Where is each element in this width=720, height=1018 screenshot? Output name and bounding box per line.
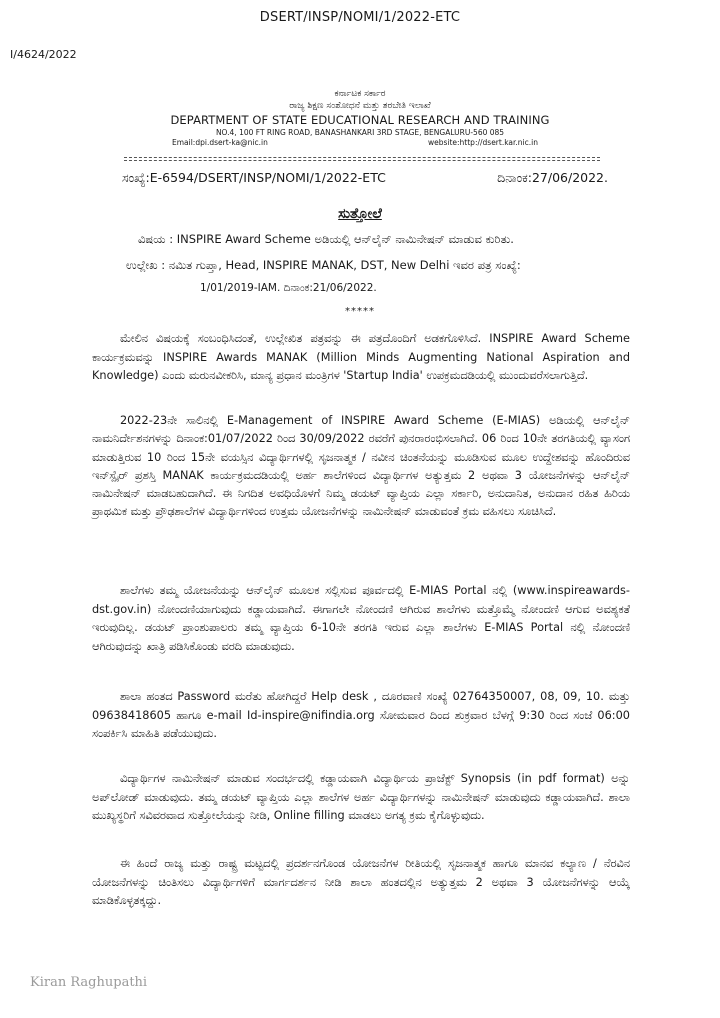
letterhead-email: Email:dpi.dsert-ka@nic.in [172,138,268,147]
paragraph-helpdesk: ಶಾಲಾ ಹಂತದ Password ಮರೆತು ಹೋಗಿದ್ದರೆ Help desk , ದೂರವಾಣಿ ಸಂಖ್ಯೆ 02764350007, 08, 09, 10. ಮತ್ತು 09638418605 ಹಾಗೂ e-mail Id-inspire@nifindia.org ಸೋಮವಾರ ದಿಂದ ಶುಕ್ರವಾರ ಬೆಳಗ್ಗೆ 9:30 ರಿಂದ ಸಂಜೆ 06:00 ಸಂಪರ್ಕಿಸಿ ಮಾಹಿತಿ ಪಡೆಯುವುದು. [92,690,630,740]
paragraph-project-guidance: ಈ ಹಿಂದೆ ರಾಜ್ಯ ಮತ್ತು ರಾಷ್ಟ್ರ ಮಟ್ಟದಲ್ಲಿ ಪ್ರದರ್ಶನಗೊಂಡ ಯೋಜನೆಗಳ ರೀತಿಯಲ್ಲಿ ಸೃಜನಾತ್ಮಕ ಹಾಗೂ ಮಾನವ ಕಲ್ಯಾಣ / ನೆರವಿನ ಯೋಜನೆಗಳನ್ನು ಚಿಂತಿಸಲು ವಿದ್ಯಾರ್ಥಿಗಳಿಗೆ ಮಾರ್ಗದರ್ಶನ ನೀಡಿ ಶಾಲಾ ಹಂತದಲ್ಲಿನ ಅತ್ಯುತ್ತಮ 2 ಅಥವಾ 3 ಯೋಜನೆಗಳನ್ನು ಆಯ್ಕೆ ಮಾಡಿಕೊಳ್ಳತಕ್ಕದ್ದು. [92,857,630,907]
paragraph-synopsis-upload: ವಿದ್ಯಾರ್ಥಿಗಳ ನಾಮಿನೇಷನ್ ಮಾಡುವ ಸಂದರ್ಭದಲ್ಲಿ ಕಡ್ಡಾಯವಾಗಿ ವಿದ್ಯಾರ್ಥಿಯ ಪ್ರಾಜೆಕ್ಟ್ Synopsis (in pdf format) ಅನ್ನು ಅಪ್‌ಲೋಡ್ ಮಾಡುವುದು. ತಮ್ಮ ಡಯಟ್ ವ್ಯಾಪ್ತಿಯ ಎಲ್ಲಾ ಶಾಲೆಗಳ ಅರ್ಹ ವಿದ್ಯಾರ್ಥಿಗಳನ್ನು ನಾಮಿನೇಷನ್ ಮಾಡುವುದು ಕಡ್ಡಾಯವಾಗಿದೆ. ಶಾಲಾ ಮುಖ್ಯಸ್ಥರಿಗೆ ಸವಿವರವಾದ ಸುತ್ತೋಲೆಯನ್ನು ನೀಡಿ, Online filling ಮಾಡಲು ಅಗತ್ಯ ಕ್ರಮ ಕೈಗೊಳ್ಳುವುದು. [92,772,630,822]
inward-number: I/4624/2022 [10,48,77,61]
letterhead-department-kannada: ರಾಜ್ಯ ಶಿಕ್ಷಣ ಸಂಶೋಧನೆ ಮತ್ತು ತರಬೇತಿ ಇಲಾಖೆ [289,101,431,111]
reference-row [122,170,608,186]
reference-line-1: ಉಲ್ಲೇಖ : ನಮಿತ ಗುಪ್ತಾ, Head, INSPIRE MANAK, DST, New Delhi ಇವರ ಪತ್ರ ಸಂಖ್ಯೆ: [126,258,521,272]
paragraph-introduction: ಮೇಲಿನ ವಿಷಯಕ್ಕೆ ಸಂಬಂಧಿಸಿದಂತೆ, ಉಲ್ಲೇಖಿತ ಪತ್ರವನ್ನು ಈ ಪತ್ರದೊಂದಿಗೆ ಅಡಕಗೊಳಿಸಿದೆ. INSPIRE Award Scheme ಕಾರ್ಯಕ್ರಮವನ್ನು INSPIRE Awards MANAK (Million Minds Augmenting National Aspiration and Knowledge) ಎಂದು ಮರುನವೀಕರಿಸಿ, ಮಾನ್ಯ ಪ್ರಧಾನ ಮಂತ್ರಿಗಳ 'Startup India' ಉಪಕ್ರಮದಡಿಯಲ್ಲಿ ಮುಂದುವರೆಸಲಾಗುತ್ತಿದೆ. [92,332,630,382]
paragraph-nomination-window: 2022-23ನೇ ಸಾಲಿನಲ್ಲಿ E-Management of INSPIRE Award Scheme (E-MIAS) ಅಡಿಯಲ್ಲಿ ಆನ್‌ಲೈನ್ ನಾಮನಿರ್ದೇಶನಗಳನ್ನು ದಿನಾಂಕ:01/07/2022 ರಿಂದ 30/09/2022 ರವರೆಗೆ ಪುನರಾರಂಭಿಸಲಾಗಿದೆ. 06 ರಿಂದ 10ನೇ ತರಗತಿಯಲ್ಲಿ ವ್ಯಾಸಂಗ ಮಾಡುತ್ತಿರುವ 10 ರಿಂದ 15ನೇ ವಯಸ್ಸಿನ ವಿದ್ಯಾರ್ಥಿಗಳಲ್ಲಿ ಸೃಜನಾತ್ಮಕ / ನವೀನ ಚಿಂತನೆಯನ್ನು ಮೂಡಿಸುವ ಮೂಲ ಉದ್ದೇಶವನ್ನು ಹೊಂದಿರುವ ಇನ್‌ಸ್ಪೈರ್ ಪ್ರಶಸ್ತಿ MANAK ಕಾರ್ಯಕ್ರಮದಡಿಯಲ್ಲಿ ಅರ್ಹ ಶಾಲೆಗಳಿಂದ ವಿದ್ಯಾರ್ಥಿಗಳ ಅತ್ಯುತ್ತಮ 2 ಅಥವಾ 3 ಯೋಜನೆಗಳನ್ನು ಆನ್‌ಲೈನ್ ನಾಮಿನೇಷನ್ ಮಾಡಬಹುದಾಗಿದೆ. ಈ ನಿಗದಿತ ಅವಧಿಯೊಳಗೆ ನಿಮ್ಮ ಡಯಟ್ ವ್ಯಾಪ್ತಿಯ ಎಲ್ಲಾ ಸರ್ಕಾರಿ, ಅನುದಾನಿತ, ಅನುದಾನ ರಹಿತ ಹಿರಿಯ ಪ್ರಾಥಮಿಕ ಮತ್ತು ಪ್ರೌಢಶಾಲೆಗಳ ವಿದ್ಯಾರ್ಥಿಗಳಿಂದ ಉತ್ತಮ ಯೋಜನೆಗಳನ್ನು ನಾಮಿನೇಷನ್ ಮಾಡುವಂತೆ ಕ್ರಮ ವಹಿಸಲು ಸೂಚಿಸಿದೆ. [92,414,630,519]
watermark: Kiran Raghupathi [30,975,148,990]
file-number: DSERT/INSP/NOMI/1/2022-ETC [259,10,461,25]
reference-line-2: 1/01/2019-IAM. ದಿನಾಂಕ:21/06/2022. [200,282,377,294]
section-separator: ***** [345,306,375,317]
circular-date: ದಿನಾಂಕ:27/06/2022. [497,170,608,185]
letterhead-divider [124,157,600,161]
reference-number: ಸಂಖ್ಯೆ:E-6594/DSERT/INSP/NOMI/1/2022-ETC [122,170,386,185]
subject-line: ವಿಷಯ : INSPIRE Award Scheme ಅಡಿಯಲ್ಲಿ ಆನ್‌ಲೈನ್ ನಾಮಿನೇಷನ್ ಮಾಡುವ ಕುರಿತು. [138,232,514,246]
letterhead-government: ಕರ್ನಾಟಕ ಸರ್ಕಾರ [334,89,386,99]
letterhead-address: NO.4, 100 FT RING ROAD, BANASHANKARI 3RD STAGE, BENGALURU-560 085 [215,128,505,137]
letterhead-contact [120,138,600,148]
paragraph-registration: ಶಾಲೆಗಳು ತಮ್ಮ ಯೋಜನೆಯನ್ನು ಆನ್‌ಲೈನ್ ಮೂಲಕ ಸಲ್ಲಿಸುವ ಪೂರ್ವದಲ್ಲಿ E-MIAS Portal ನಲ್ಲಿ (www.inspireawards-dst.gov.in) ನೋಂದಣಿಯಾಗುವುದು ಕಡ್ಡಾಯವಾಗಿದೆ. ಈಗಾಗಲೇ ನೋಂದಣಿ ಆಗಿರುವ ಶಾಲೆಗಳು ಮತ್ತೊಮ್ಮೆ ನೋಂದಣಿ ಆಗುವ ಅವಶ್ಯಕತೆ ಇರುವುದಿಲ್ಲ. ಡಯಟ್ ಪ್ರಾಂಶುಪಾಲರು ತಮ್ಮ ವ್ಯಾಪ್ತಿಯ 6-10ನೇ ತರಗತಿ ಇರುವ ಎಲ್ಲಾ ಶಾಲೆಗಳು E-MIAS Portal ನಲ್ಲಿ ನೋಂದಣಿ ಆಗಿರುವುದನ್ನು ಖಾತ್ರಿ ಪಡಿಸಿಕೊಂಡು ವರದಿ ಮಾಡುವುದು. [92,584,630,653]
circular-heading: ಸುತ್ತೋಲೆ [338,206,382,222]
letterhead-website: website:http://dsert.kar.nic.in [427,138,538,147]
letterhead [120,88,600,148]
letterhead-department-english: DEPARTMENT OF STATE EDUCATIONAL RESEARCH AND TRAINING [170,113,550,127]
